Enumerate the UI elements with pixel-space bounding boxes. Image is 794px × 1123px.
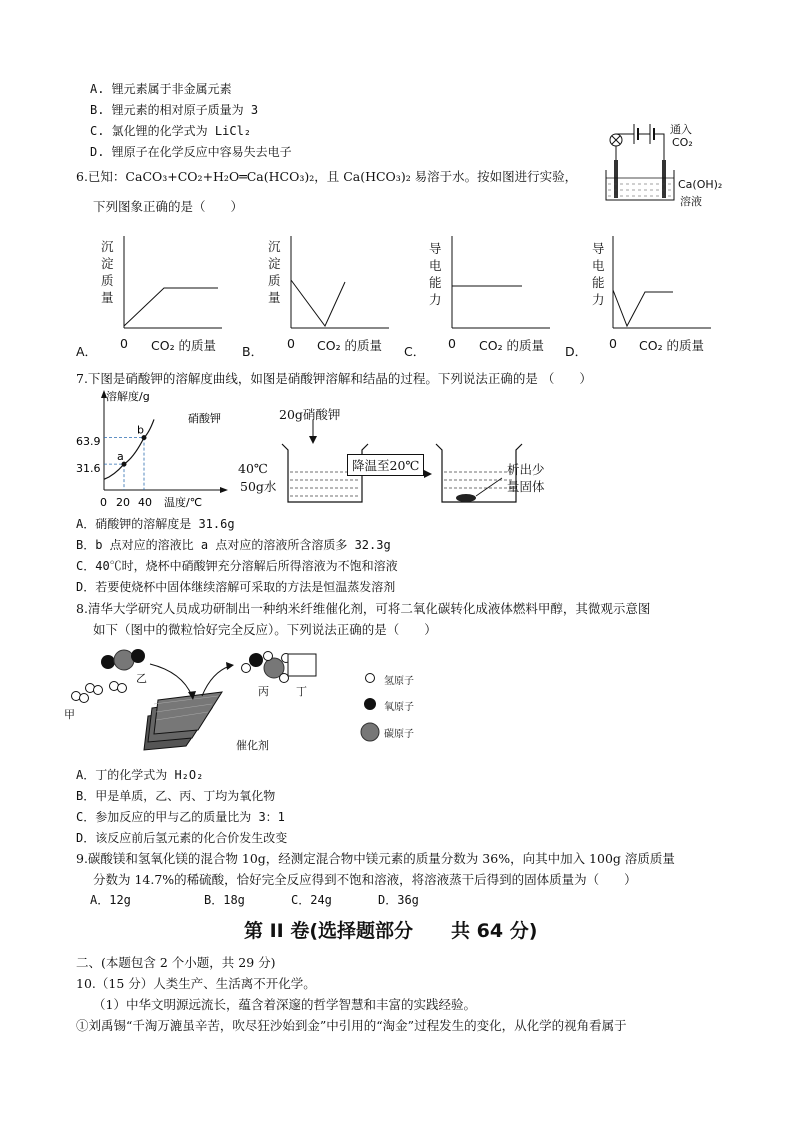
q9-stem-line2: 分数为 14.7%的稀硫酸，恰好完全反应得到不饱和溶液，将溶液蒸干后得到的固体质量为（ ） [93, 872, 637, 887]
q8-ding-box [288, 654, 316, 676]
q6-graph-a-letter: A． [76, 344, 98, 359]
gas-label-2: CO₂ [672, 136, 693, 149]
q8-legend-hydrogen: 氢原子 [384, 676, 414, 687]
q9-option-b: B．18g [204, 893, 245, 907]
q5-option-d: D. 锂原子在化学反应中容易失去电子 [90, 145, 292, 159]
x-axis-arrow-icon [220, 487, 228, 493]
q5-option-a: A. 锂元素属于非金属元素 [90, 82, 232, 96]
section-title: 第 II 卷(选择题部分 共 64 分) [244, 920, 538, 942]
q6-graph-b-letter: B． [242, 344, 264, 359]
q6-stem-line1: 6.已知：CaCO₃+CO₂+H₂O═Ca(HCO₃)₂，且 Ca(HCO₃)₂ 易溶于水。按如图进行实验， [76, 169, 578, 184]
legend-hydrogen-icon [366, 674, 375, 683]
q7-chart-series-line [104, 419, 154, 479]
crystal-solid-icon [456, 494, 476, 502]
q5-option-b: B. 锂元素的相对原子质量为 3 [90, 103, 259, 117]
q6-graph-a-origin: 0 [120, 336, 128, 351]
q10-sub1: （1）中华文明源远流长，蕴含着深邃的哲学智慧和丰富的实践经验。 [93, 997, 476, 1012]
q9-option-a: A．12g [90, 893, 131, 907]
q6-graph-c-plot [446, 236, 552, 336]
q7-result-line2: 量固体 [507, 479, 545, 494]
part2-heading: 二、(本题包含 2 个小题，共 29 分) [76, 955, 276, 970]
q7-option-d: D．若要使烧杯中固体继续溶解可采取的方法是恒温蒸发溶剂 [76, 580, 396, 594]
q6-graph-b-ylabel: 沉 淀 质 量 [268, 239, 281, 305]
q7-chart-ylabel: 溶解度/g [106, 390, 150, 403]
q7-chart-xlabel: 温度/℃ [164, 496, 203, 509]
q7-chart-ytick-63-9: 63.9 [76, 435, 101, 448]
point-label-b: b [137, 423, 144, 437]
q7-step-label: 降温至20℃ [347, 454, 424, 476]
q8-option-d: D．该反应前后氢元素的化合价发生改变 [76, 831, 288, 845]
q6-graph-c-origin: 0 [448, 336, 456, 351]
q8-stem-line2: 如下（图中的微粒恰好完全反应）。下列说法正确的是（ ） [93, 622, 437, 637]
q6-graph-d-origin: 0 [609, 336, 617, 351]
catalyst-plates [144, 692, 222, 750]
q6-graph-d-curve [613, 290, 673, 326]
q8-label-jia: 甲 [64, 708, 75, 721]
q6-graph-c-ylabel: 导 电 能 力 [429, 241, 442, 307]
q6-graph-a-plot [118, 236, 224, 336]
q7-chart-ytick-31-6: 31.6 [76, 462, 101, 475]
arrow-icon [226, 662, 234, 670]
q9-stem-line1: 9.碳酸镁和氢氧化镁的混合物 10g，经测定混合物中镁元素的质量分数为 36%，向其中加入 100g 溶质质量 [76, 851, 675, 866]
oxygen-atom-icon [131, 649, 145, 663]
q6-graph-d-letter: D． [565, 344, 588, 359]
q8-legend-oxygen: 氧原子 [384, 702, 414, 713]
q6-graph-a-curve [124, 288, 218, 326]
q6-graph-c-letter: C． [404, 344, 426, 359]
q7-temp-label: 40℃ [238, 461, 268, 476]
q9-option-d: D．36g [378, 893, 419, 907]
q6-graph-a-ylabel: 沉 淀 质 量 [101, 239, 114, 305]
q8-option-a: A．丁的化学式为 H₂O₂ [76, 768, 204, 782]
q7-option-a: A．硝酸钾的溶解度是 31.6g [76, 517, 235, 531]
arrow-right-icon [424, 470, 432, 478]
q7-water-label: 50g水 [240, 479, 277, 494]
q7-add-label: 20g硝酸钾 [279, 407, 341, 422]
q8-stem-line1: 8.清华大学研究人员成功研制出一种纳米纤维催化剂，可将二氧化碳转化成液体燃料甲醇，其微观示意图 [76, 601, 651, 616]
q7-solubility-chart [74, 388, 234, 516]
legend-carbon-icon [361, 723, 379, 741]
q6-graph-d-ylabel: 导 电 能 力 [592, 241, 605, 307]
q8-label-bing: 丙 [258, 685, 269, 698]
legend-oxygen-icon [364, 698, 376, 710]
point-label-a: a [117, 450, 124, 464]
q6-apparatus-diagram [598, 106, 728, 206]
q7-chart-xtick-40: 40 [138, 496, 152, 509]
carbon-atom-icon [114, 650, 134, 670]
q7-chart-xtick-0: 0 [100, 496, 107, 509]
q10-item1: ①刘禹锡“千淘万漉虽辛苦，吹尽狂沙始到金”中引用的“淘金”过程发生的变化，从化学的视角看属于 [76, 1018, 627, 1033]
q9-option-c: C．24g [291, 893, 332, 907]
arrow-down-icon [309, 436, 317, 444]
q7-option-c: C．40℃时，烧杯中硝酸钾充分溶解后所得溶液为不饱和溶液 [76, 559, 398, 573]
solution-label-1: Ca(OH)₂ [678, 178, 723, 191]
gas-label-1: 通入 [670, 123, 692, 136]
q6-graph-a-xlabel: CO₂ 的质量 [151, 338, 217, 353]
q8-label-catalyst: 催化剂 [236, 739, 269, 752]
q7-chart-series-name: 硝酸钾 [188, 412, 221, 425]
q8-label-ding: 丁 [296, 685, 307, 698]
q8-legend-carbon: 碳原子 [384, 729, 414, 740]
solution-label-2: 溶液 [680, 195, 702, 208]
q8-option-c: C．参加反应的甲与乙的质量比为 3：1 [76, 810, 285, 824]
q10-stem: 10.（15 分）人类生产、生活离不开化学。 [76, 976, 316, 991]
oxygen-atom-icon [101, 655, 115, 669]
q8-label-yi: 乙 [136, 672, 147, 685]
q6-stem-line2: 下列图象正确的是（ ） [93, 199, 244, 214]
q6-graph-d-plot [607, 236, 713, 336]
q7-option-b: B．b 点对应的溶液比 a 点对应的溶液所含溶质多 32.3g [76, 538, 391, 552]
q7-result-line1: 析出少 [507, 462, 545, 477]
q6-graph-b-origin: 0 [287, 336, 295, 351]
q8-option-b: B．甲是单质，乙、丙、丁均为氧化物 [76, 789, 276, 803]
q6-graph-c-xlabel: CO₂ 的质量 [479, 338, 545, 353]
q7-stem: 7.下图是硝酸钾的溶解度曲线，如图是硝酸钾溶解和结晶的过程。下列说法正确的是 （ ） [76, 371, 592, 386]
q6-graph-d-xlabel: CO₂ 的质量 [639, 338, 705, 353]
q5-option-c: C. 氯化锂的化学式为 LiCl₂ [90, 124, 252, 138]
q7-chart-xtick-20: 20 [116, 496, 130, 509]
q6-graph-b-plot [285, 236, 391, 336]
q6-graph-b-xlabel: CO₂ 的质量 [317, 338, 383, 353]
q6-graph-b-curve [291, 280, 345, 326]
